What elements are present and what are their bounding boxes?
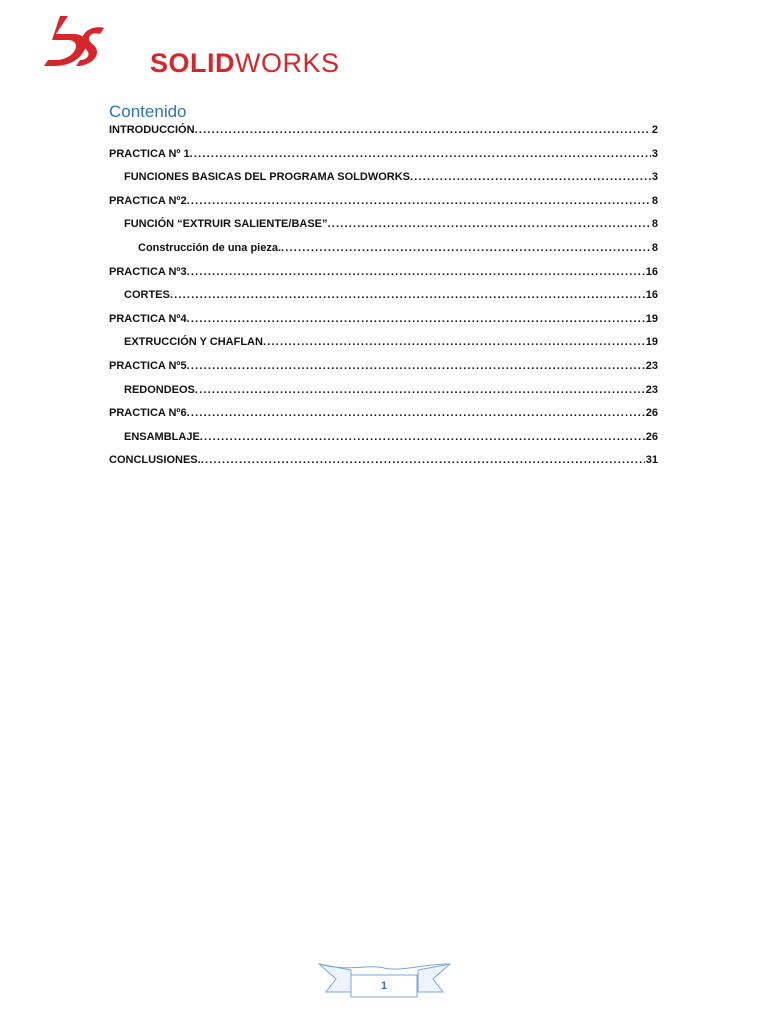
toc-entry-page: 8	[651, 218, 658, 231]
toc-leader-dots	[195, 124, 651, 136]
toc-entry-label: FUNCIONES BASICAS DEL PROGRAMA SOLDWORKS	[124, 171, 411, 184]
toc-entry[interactable]	[109, 171, 658, 195]
brand-wordmark	[150, 48, 340, 79]
toc-entry-label: EXTRUCCIÓN Y CHAFLAN	[124, 336, 263, 349]
toc-leader-dots	[170, 289, 645, 301]
toc-entry-label: PRACTICA Nº3	[109, 265, 187, 278]
toc-entry-label: PRACTICA Nº2	[109, 194, 187, 207]
toc-leader-dots	[187, 313, 645, 325]
toc-entry-label: PRACTICA Nº6	[109, 407, 187, 420]
toc-entry-label: PRACTICA Nº 1	[109, 147, 190, 160]
toc-entry-page: 8	[651, 241, 658, 254]
ds-logo-icon	[42, 14, 112, 74]
toc-heading: Contenido	[109, 102, 187, 121]
table-of-contents	[109, 124, 658, 478]
toc-entry-label: FUNCIÓN “EXTRUIR SALIENTE/BASE”	[124, 218, 328, 231]
brand-wordmark-bold: SOLID	[150, 48, 236, 78]
toc-entry[interactable]	[109, 195, 658, 219]
toc-entry[interactable]	[109, 266, 658, 290]
toc-entry[interactable]	[109, 124, 658, 148]
toc-entry-page: 31	[645, 454, 658, 467]
toc-leader-dots	[200, 431, 645, 443]
solidworks-logo	[42, 14, 340, 78]
toc-leader-dots	[263, 336, 645, 348]
toc-leader-dots	[187, 360, 645, 372]
toc-leader-dots	[201, 454, 645, 466]
toc-entry-label: REDONDEOS	[124, 383, 195, 396]
toc-entry-label: PRACTICA Nº5	[109, 359, 187, 372]
toc-leader-dots	[410, 171, 651, 183]
toc-entry-page: 19	[645, 336, 658, 349]
toc-entry[interactable]	[109, 218, 658, 242]
toc-entry-label: INTRODUCCIÓN	[109, 124, 195, 136]
toc-entry[interactable]	[109, 384, 658, 408]
toc-leader-dots	[281, 242, 651, 254]
toc-leader-dots	[195, 384, 645, 396]
toc-entry-page: 23	[645, 359, 658, 372]
toc-entry-page: 16	[645, 289, 658, 302]
toc-entry-page: 3	[651, 171, 658, 184]
toc-entry[interactable]	[109, 454, 658, 478]
toc-entry-label: PRACTICA Nº4	[109, 312, 187, 325]
toc-entry[interactable]	[109, 431, 658, 455]
toc-entry-page: 26	[645, 430, 658, 443]
toc-entry-page: 19	[645, 312, 658, 325]
page-number: 1	[380, 980, 388, 992]
toc-entry[interactable]	[109, 289, 658, 313]
toc-entry[interactable]	[109, 407, 658, 431]
toc-leader-dots	[190, 148, 651, 160]
brand-wordmark-light: WORKS	[235, 48, 340, 78]
toc-entry[interactable]	[109, 148, 658, 172]
toc-entry-page: 8	[651, 194, 658, 207]
toc-entry-page: 3	[651, 147, 658, 160]
toc-entry-label: Construcción de una pieza.	[138, 241, 282, 254]
toc-entry[interactable]	[109, 336, 658, 360]
toc-entry-label: CONCLUSIONES.	[109, 454, 201, 467]
toc-entry-page: 2	[651, 124, 658, 136]
toc-entry[interactable]	[109, 360, 658, 384]
toc-entry-page: 23	[645, 383, 658, 396]
toc-entry[interactable]	[109, 313, 658, 337]
toc-leader-dots	[328, 218, 651, 230]
toc-entry[interactable]	[109, 242, 658, 266]
toc-entry-page: 26	[645, 407, 658, 420]
toc-entry-label: CORTES	[124, 289, 170, 302]
toc-leader-dots	[187, 195, 651, 207]
toc-leader-dots	[187, 407, 645, 419]
toc-entry-page: 16	[645, 265, 658, 278]
toc-entry-label: ENSAMBLAJE	[124, 430, 200, 443]
toc-leader-dots	[187, 266, 645, 278]
